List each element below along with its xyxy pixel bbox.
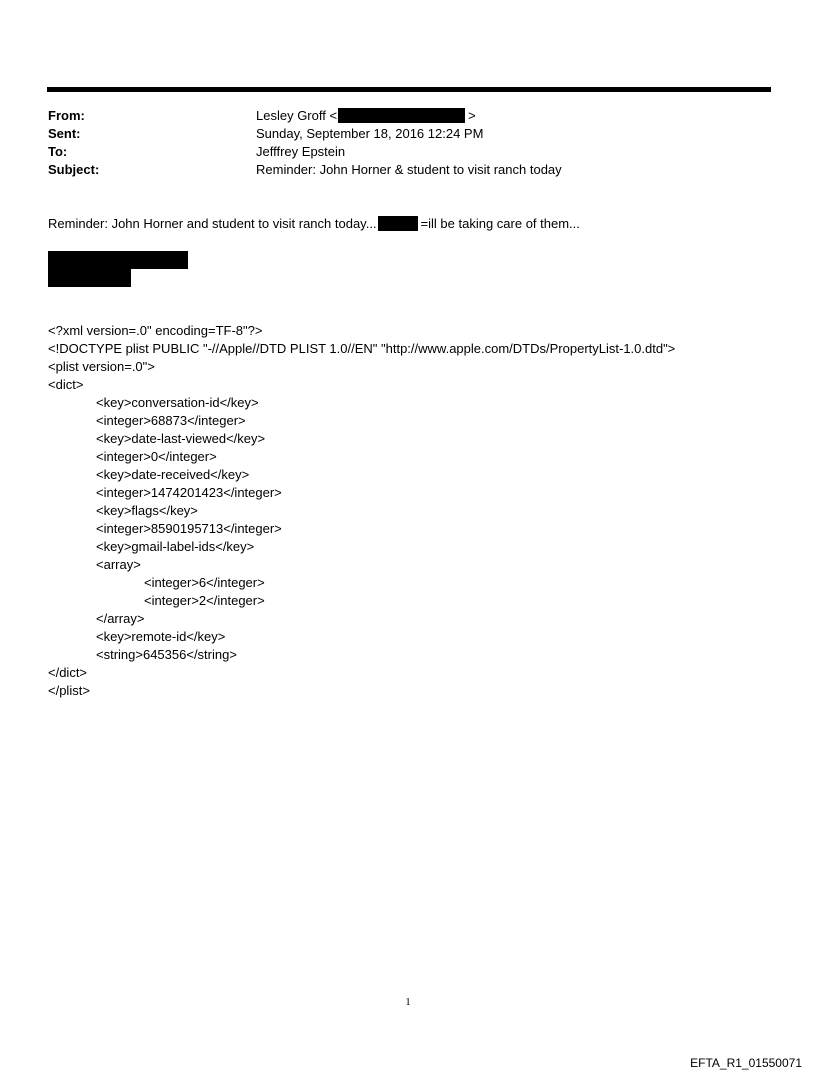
plist-line: </dict>: [48, 665, 88, 680]
plist-line: <plist version=.0">: [48, 359, 155, 374]
plist-line: <array>: [96, 557, 141, 572]
plist-line: <key>gmail-label-ids</key>: [96, 539, 255, 554]
sent-label: Sent:: [48, 126, 81, 141]
plist-line: <?xml version=.0" encoding=TF-8"?>: [48, 323, 263, 338]
plist-line: <integer>2</integer>: [144, 593, 265, 608]
email-header: [48, 107, 748, 179]
plist-line: <key>remote-id</key>: [96, 629, 226, 644]
from-label: From:: [48, 108, 85, 123]
from-row: [48, 107, 748, 125]
bates-number: EFTA_R1_01550071: [690, 1056, 802, 1070]
plist-line: <key>date-last-viewed</key>: [96, 431, 266, 446]
plist-metadata-block: [48, 322, 768, 700]
from-name: Lesley Groff <: [256, 108, 338, 123]
plist-line: <!DOCTYPE plist PUBLIC "-//Apple//DTD PLIST 1.0//EN" "http://www.apple.com/DTDs/PropertyList-1.0.dtd">: [48, 341, 676, 356]
body-text-before: Reminder: John Horner and student to visit ranch today...: [48, 216, 377, 231]
plist-line: <integer>1474201423</integer>: [96, 485, 282, 500]
sent-value: Sunday, September 18, 2016 12:24 PM: [256, 126, 484, 141]
subject-row: [48, 161, 748, 179]
plist-line: <integer>68873</integer>: [96, 413, 246, 428]
page-number: 1: [405, 996, 411, 1008]
redacted-signature-line-2: [48, 269, 131, 287]
plist-line: <integer>6</integer>: [144, 575, 265, 590]
from-close-bracket: >: [468, 108, 476, 123]
plist-line: <key>date-received</key>: [96, 467, 250, 482]
redacted-email-address: [338, 108, 465, 123]
to-label: To:: [48, 144, 68, 159]
body-text-after: =ill be taking care of them...: [420, 216, 580, 231]
plist-line: <string>645356</string>: [96, 647, 237, 662]
plist-line: <integer>8590195713</integer>: [96, 521, 282, 536]
email-body: [48, 215, 580, 233]
plist-line: <integer>0</integer>: [96, 449, 217, 464]
plist-line: <dict>: [48, 377, 84, 392]
subject-value: Reminder: John Horner & student to visit ranch today: [256, 162, 562, 177]
header-divider: [47, 87, 771, 92]
plist-line: <key>flags</key>: [96, 503, 198, 518]
redacted-signature-line-1: [48, 251, 188, 269]
plist-line: </plist>: [48, 683, 90, 698]
redacted-name: [378, 216, 418, 231]
from-value: [256, 107, 476, 125]
subject-label: Subject:: [48, 162, 100, 177]
plist-line: <key>conversation-id</key>: [96, 395, 259, 410]
plist-line: </array>: [96, 611, 145, 626]
to-row: [48, 143, 748, 161]
to-value: Jefffrey Epstein: [256, 144, 346, 159]
sent-row: [48, 125, 748, 143]
